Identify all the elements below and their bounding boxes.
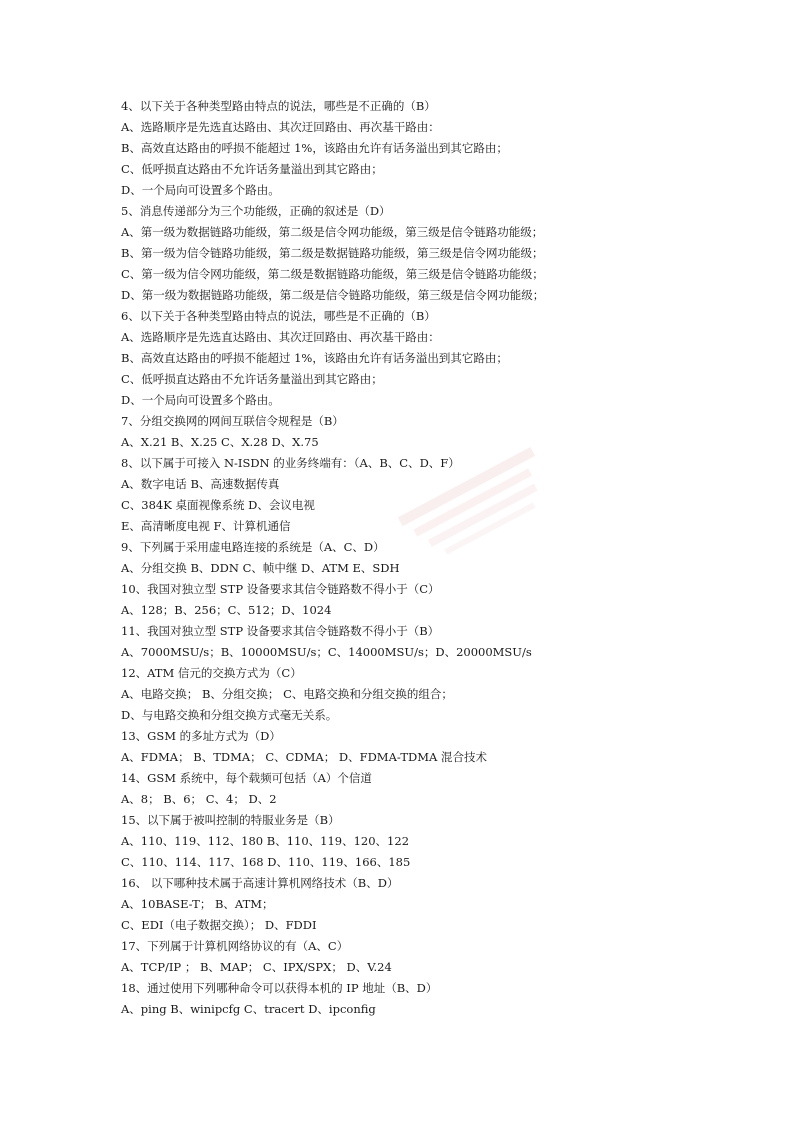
question-8-options-ef: E、高清晰度电视 F、计算机通信: [121, 519, 291, 533]
question-8-options-cd: C、384K 桌面视像系统 D、会议电视: [121, 498, 315, 512]
question-6-stem: 6、以下关于各种类型路由特点的说法，哪些是不正确的（B）: [121, 309, 436, 323]
question-15-stem: 15、以下属于被叫控制的特服业务是（B）: [121, 813, 340, 827]
question-16-stem: 16、 以下哪种技术属于高速计算机网络技术（B、D）: [121, 876, 399, 890]
question-5-option-c: C、第一级为信令网功能级，第二级是数据链路功能级，第三级是信令链路功能级；: [121, 267, 544, 281]
question-6-option-b: B、高效直达路由的呼损不能超过 1%，该路由允许有话务溢出到其它路由；: [121, 351, 508, 365]
question-12-stem: 12、ATM 信元的交换方式为（C）: [121, 666, 302, 680]
question-17-options: A、TCP/IP ； B、MAP； C、IPX/SPX； D、V.24: [121, 960, 392, 974]
question-8-options-ab: A、数字电话 B、高速数据传真: [121, 477, 280, 491]
question-16-options-cd: C、EDI（电子数据交换）； D、FDDI: [121, 918, 317, 932]
question-14-options: A、8； B、6； C、4； D、2: [121, 792, 277, 806]
question-18-options: A、ping B、winipcfg C、tracert D、ipconfig: [121, 1002, 376, 1016]
question-15-options-ab: A、110、119、112、180 B、110、119、120、122: [121, 834, 410, 848]
question-4-option-a: A、选路顺序是先选直达路由、其次迂回路由、再次基干路由：: [121, 120, 440, 134]
question-17-stem: 17、下列属于计算机网络协议的有（A、C）: [121, 939, 349, 953]
question-6-option-a: A、选路顺序是先选直达路由、其次迂回路由、再次基干路由：: [121, 330, 440, 344]
question-11-stem: 11、我国对独立型 STP 设备要求其信令链路数不得小于（B）: [121, 624, 440, 638]
question-14-stem: 14、GSM 系统中，每个载频可包括（A）个信道: [121, 771, 372, 785]
question-4-stem: 4、以下关于各种类型路由特点的说法，哪些是不正确的（B）: [121, 99, 436, 113]
question-8-stem: 8、以下属于可接入 N-ISDN 的业务终端有：（A、B、C、D、F）: [121, 456, 460, 470]
question-11-options: A、7000MSU/s；B、10000MSU/s；C、14000MSU/s；D、20000MSU/s: [121, 645, 532, 659]
question-7-options: A、X.21 B、X.25 C、X.28 D、X.75: [121, 435, 319, 449]
question-4-option-b: B、高效直达路由的呼损不能超过 1%，该路由允许有话务溢出到其它路由；: [121, 141, 508, 155]
question-12-options-abc: A、电路交换； B、分组交换； C、电路交换和分组交换的组合；: [121, 687, 453, 701]
question-6-option-d: D、一个局向可设置多个路由。: [121, 393, 280, 407]
question-9-options: A、分组交换 B、DDN C、帧中继 D、ATM E、SDH: [121, 561, 400, 575]
question-16-options-ab: A、10BASE-T； B、ATM；: [121, 897, 274, 911]
question-13-stem: 13、GSM 的多址方式为（D）: [121, 729, 281, 743]
question-list: [121, 96, 761, 1020]
question-4-option-c: C、低呼损直达路由不允许话务量溢出到其它路由；: [121, 162, 383, 176]
question-6-option-c: C、低呼损直达路由不允许话务量溢出到其它路由；: [121, 372, 383, 386]
question-7-stem: 7、分组交换网的网间互联信令规程是（B）: [121, 414, 344, 428]
question-15-options-cd: C、110、114、117、168 D、110、119、166、185: [121, 855, 411, 869]
question-18-stem: 18、通过使用下列哪种命令可以获得本机的 IP 地址（B、D）: [121, 981, 438, 995]
question-10-options: A、128；B、256；C、512；D、1024: [121, 603, 332, 617]
question-12-option-d: D、与电路交换和分组交换方式毫无关系。: [121, 708, 338, 722]
question-5-stem: 5、消息传递部分为三个功能级，正确的叙述是（D）: [121, 204, 391, 218]
question-4-option-d: D、一个局向可设置多个路由。: [121, 183, 280, 197]
question-5-option-a: A、第一级为数据链路功能级，第二级是信令网功能级，第三级是信令链路功能级；: [121, 225, 544, 239]
question-10-stem: 10、我国对独立型 STP 设备要求其信令链路数不得小于（C）: [121, 582, 440, 596]
question-5-option-b: B、第一级为信令链路功能级，第二级是数据链路功能级，第三级是信令网功能级；: [121, 246, 544, 260]
question-9-stem: 9、下列属于采用虚电路连接的系统是（A、C、D）: [121, 540, 385, 554]
question-5-option-d: D、第一级为数据链路功能级，第二级是信令链路功能级，第三级是信令网功能级；: [121, 288, 545, 302]
question-13-options: A、FDMA； B、TDMA； C、CDMA； D、FDMA-TDMA 混合技术: [121, 750, 487, 764]
